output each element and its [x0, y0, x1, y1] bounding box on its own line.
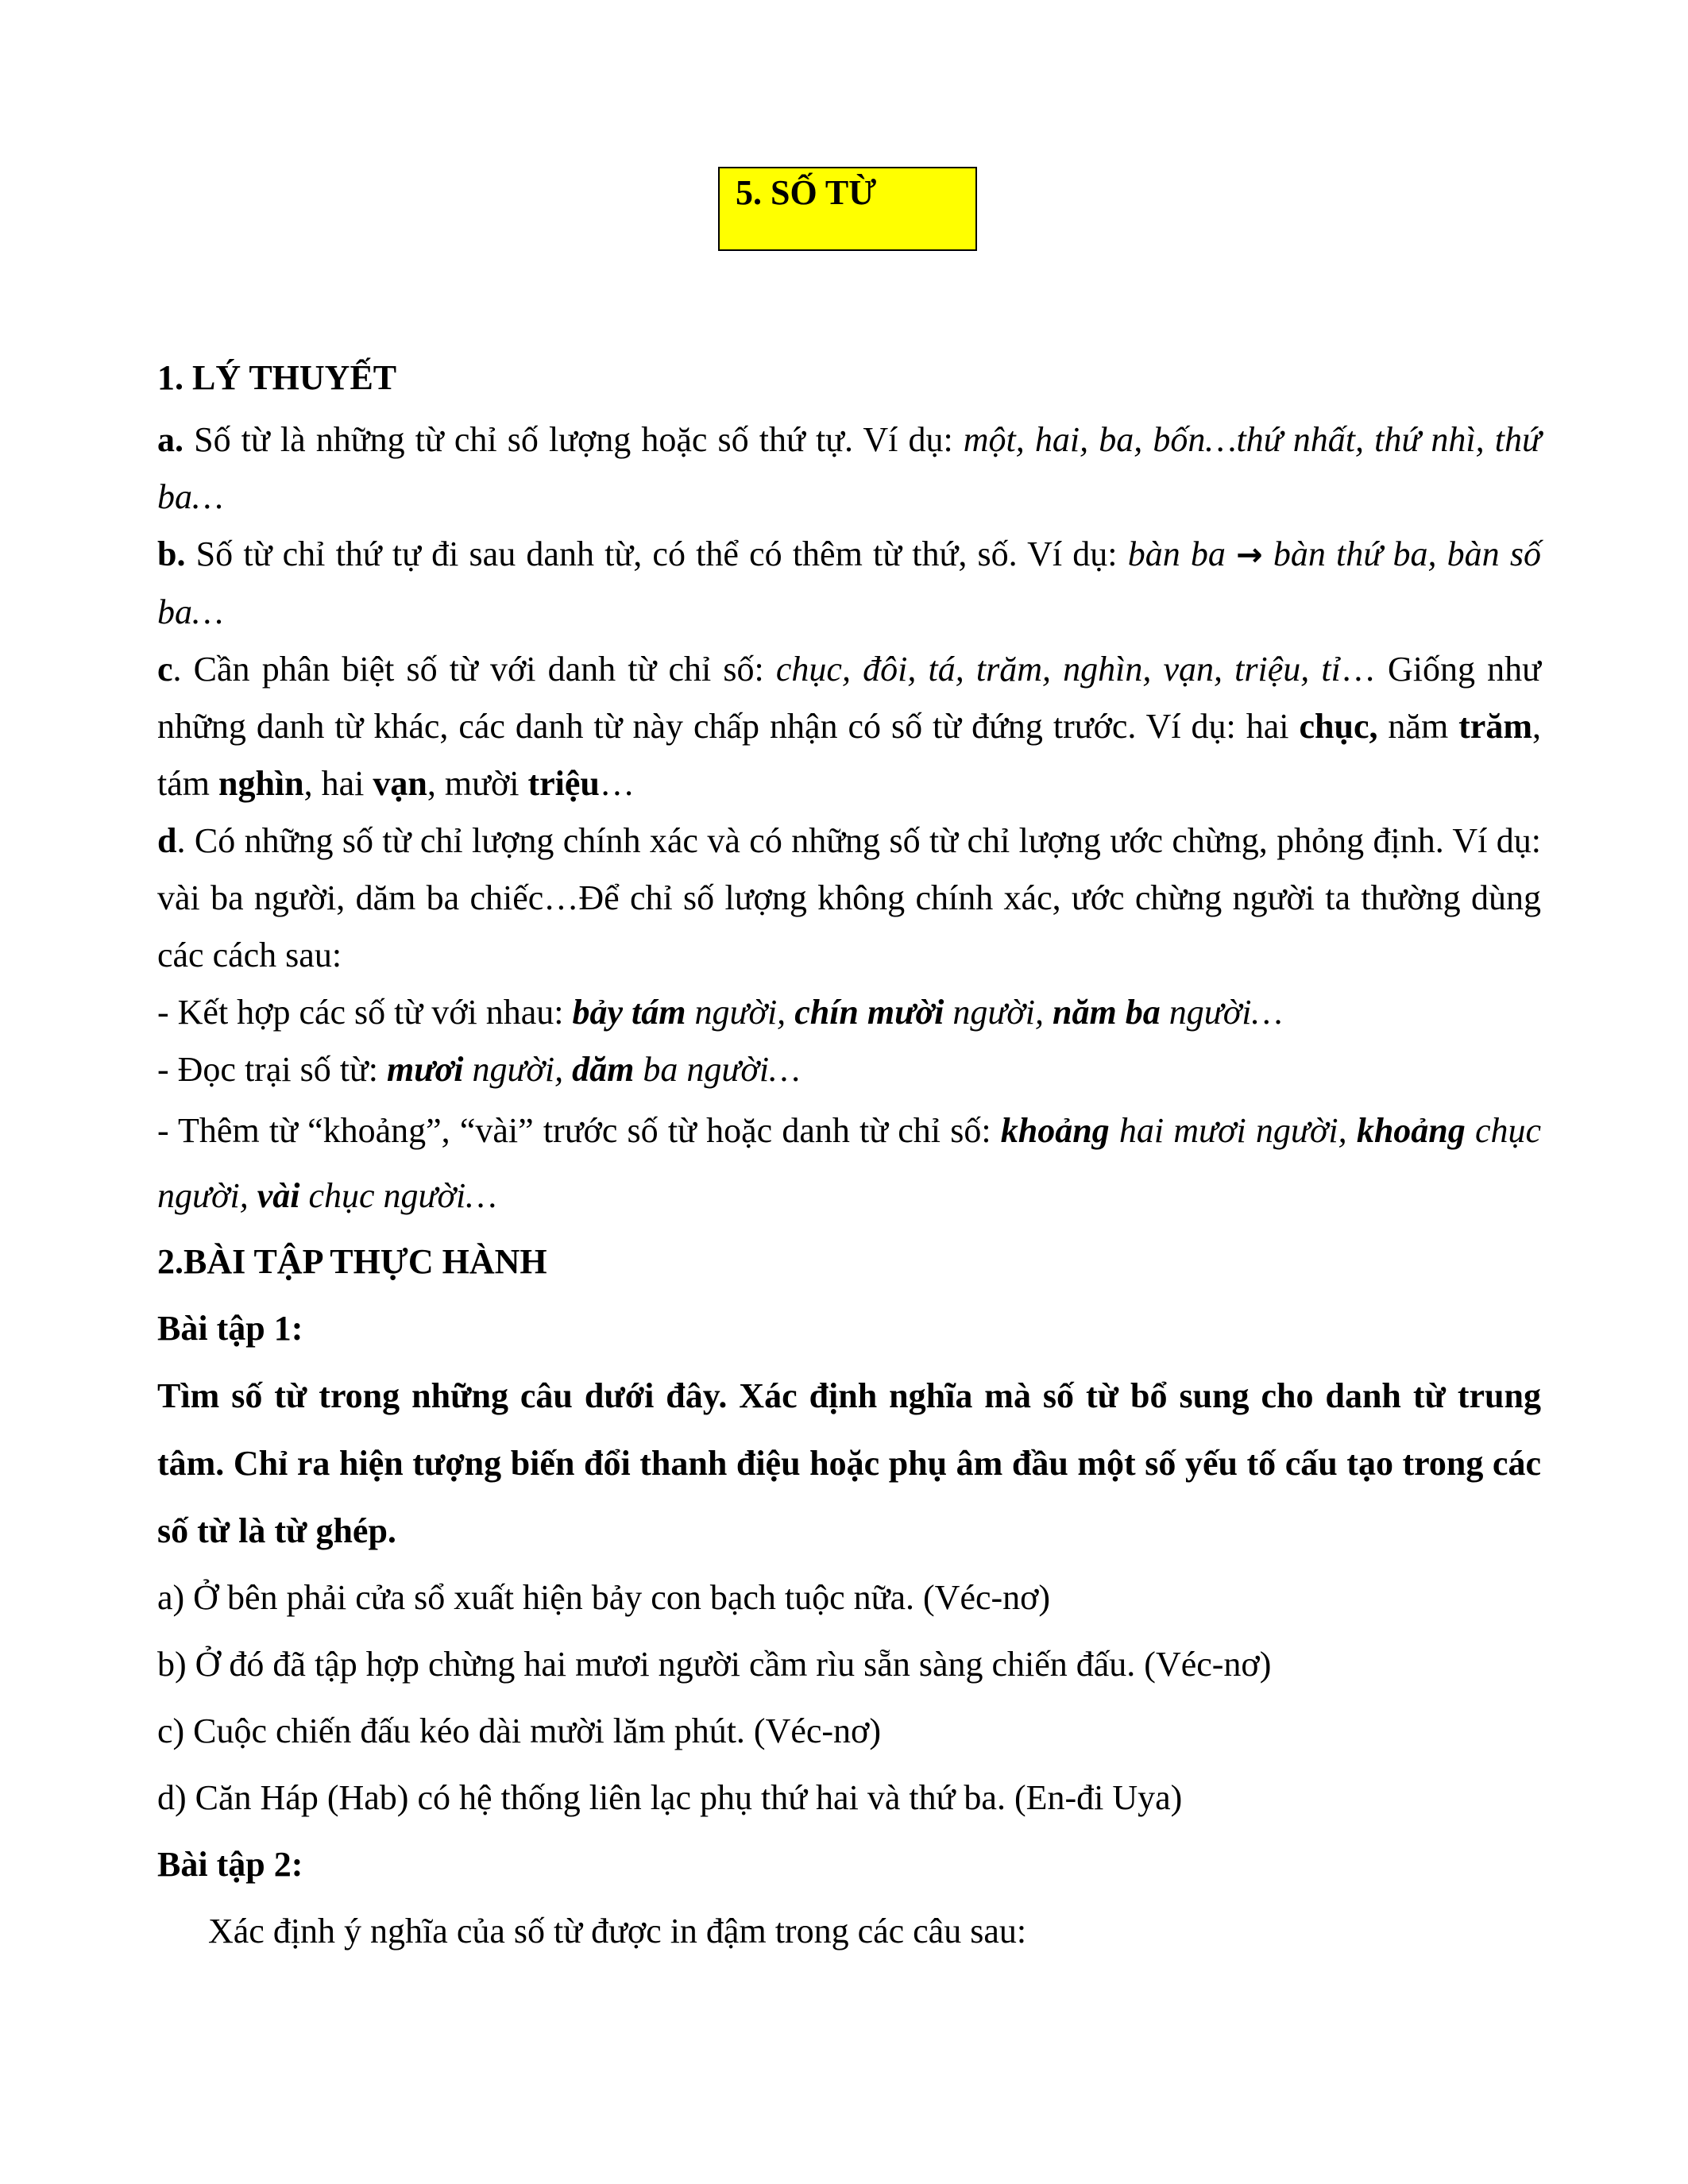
italic-text: người, [686, 993, 795, 1032]
bold-word: vạn [373, 764, 427, 803]
point-label: b. [157, 534, 186, 573]
point-text: … [599, 764, 635, 803]
exercise-1-task: Tìm số từ trong những câu dưới đây. Xác định nghĩa mà số từ bổ sung cho danh từ trung tâm. Chỉ ra hiện tượng biến đổi thanh điệu hoặc phụ âm đầu một số yếu tố cấu tạo trong các số từ là từ ghép. [157, 1376, 1541, 1550]
bold-word: trăm [1458, 707, 1532, 746]
point-label: c [157, 650, 173, 689]
lesson-title: 5. SỐ TỪ [718, 167, 977, 251]
italic-text: người, [944, 993, 1053, 1032]
exercise-2-label: Bài tập 2: [157, 1845, 303, 1884]
bullet-read [157, 1041, 1541, 1098]
exercise-1-item-b: b) Ở đó đã tập hợp chừng hai mươi người cầm rìu sẵn sàng chiến đấu. (Véc-nơ) [157, 1645, 1272, 1684]
point-example: bàn thứ ba, bàn số ba… [157, 534, 1541, 631]
point-text: … Giống như những danh từ khác, các danh từ này chấp nhận có số từ đứng trước. Ví dụ: hai [157, 650, 1541, 746]
point-text: Số từ là những từ chỉ số lượng hoặc số thứ tự. Ví dụ: [183, 420, 964, 459]
point-text: Số từ chỉ thứ tự đi sau danh từ, có thể có thêm từ thứ, số. Ví dụ: [185, 534, 1128, 573]
bold-italic-word: vài [257, 1176, 300, 1215]
italic-text: chục người, [157, 1111, 1541, 1215]
exercise-1-label: Bài tập 1: [157, 1309, 303, 1348]
point-label: a. [157, 420, 183, 459]
italic-text: người… [1160, 993, 1283, 1032]
theory-point-a [157, 411, 1541, 526]
italic-text: người, [463, 1050, 573, 1089]
bullet-text: - Thêm từ “khoảng”, “vài” trước số từ hoặc danh từ chỉ số: [157, 1111, 1001, 1150]
bold-italic-word: khoảng [1356, 1111, 1466, 1150]
exercise-1-item-a: a) Ở bên phải cửa sổ xuất hiện bảy con bạch tuộc nữa. (Véc-nơ) [157, 1578, 1051, 1617]
point-text: , mười [427, 764, 528, 803]
bold-italic-word: dăm [572, 1050, 635, 1089]
bullet-combine [157, 984, 1541, 1041]
italic-text: chục người… [299, 1176, 497, 1215]
section-heading-theory: 1. LÝ THUYẾT [157, 358, 397, 397]
italic-text: hai mươi người, [1109, 1111, 1357, 1150]
bold-italic-word: chín mười [794, 993, 944, 1032]
bold-word: chục, [1299, 707, 1378, 746]
point-text: năm [1377, 707, 1459, 746]
bold-italic-word: bảy tám [572, 993, 686, 1032]
point-text: . Có những số từ chỉ lượng chính xác và có những số từ chỉ lượng ước chừng, phỏng định. Ví dụ: vài ba người, dăm ba chiếc…Để chỉ số lượng không chính xác, ước chừng người ta thường dùng các cách sau: [157, 821, 1541, 974]
point-example: chục, đôi, tá, trăm, nghìn, vạn, triệu, tỉ [775, 650, 1341, 689]
section-heading-practice: 2.BÀI TẬP THỰC HÀNH [157, 1242, 547, 1281]
bullet-text: - Đọc trại số từ: [157, 1050, 388, 1089]
bold-italic-word: mươi [387, 1050, 464, 1089]
point-text: , hai [303, 764, 373, 803]
content [157, 349, 1541, 1965]
exercise-1-item-d: d) Căn Háp (Hab) có hệ thống liên lạc phụ thứ hai và thứ ba. (En-đi Uya) [157, 1778, 1183, 1817]
bold-italic-word: khoảng [1000, 1111, 1110, 1150]
point-example: bàn ba [1127, 534, 1237, 573]
point-text: . Cần phân biệt số từ với danh từ chỉ số: [172, 650, 776, 689]
theory-point-b [157, 526, 1541, 641]
arrow-right-icon: → [1236, 537, 1263, 573]
italic-text: ba người… [634, 1050, 801, 1089]
exercise-1-item-c: c) Cuộc chiến đấu kéo dài mười lăm phút. (Véc-nơ) [157, 1711, 881, 1750]
bold-word: nghìn [218, 764, 304, 803]
exercise-2-task: Xác định ý nghĩa của số từ được in đậm trong các câu sau: [208, 1912, 1027, 1951]
bold-italic-word: năm ba [1053, 993, 1161, 1032]
point-label: d [157, 821, 177, 860]
point-text: , tám [157, 707, 1541, 803]
bullet-text: - Kết hợp các số từ với nhau: [157, 993, 573, 1032]
theory-point-c [157, 641, 1541, 812]
point-example: một, hai, ba, bốn…thứ nhất, thứ nhì, thứ ba… [157, 420, 1541, 516]
bold-word: triệu [527, 764, 600, 803]
bullet-add-word [157, 1098, 1541, 1229]
theory-point-d [157, 812, 1541, 984]
